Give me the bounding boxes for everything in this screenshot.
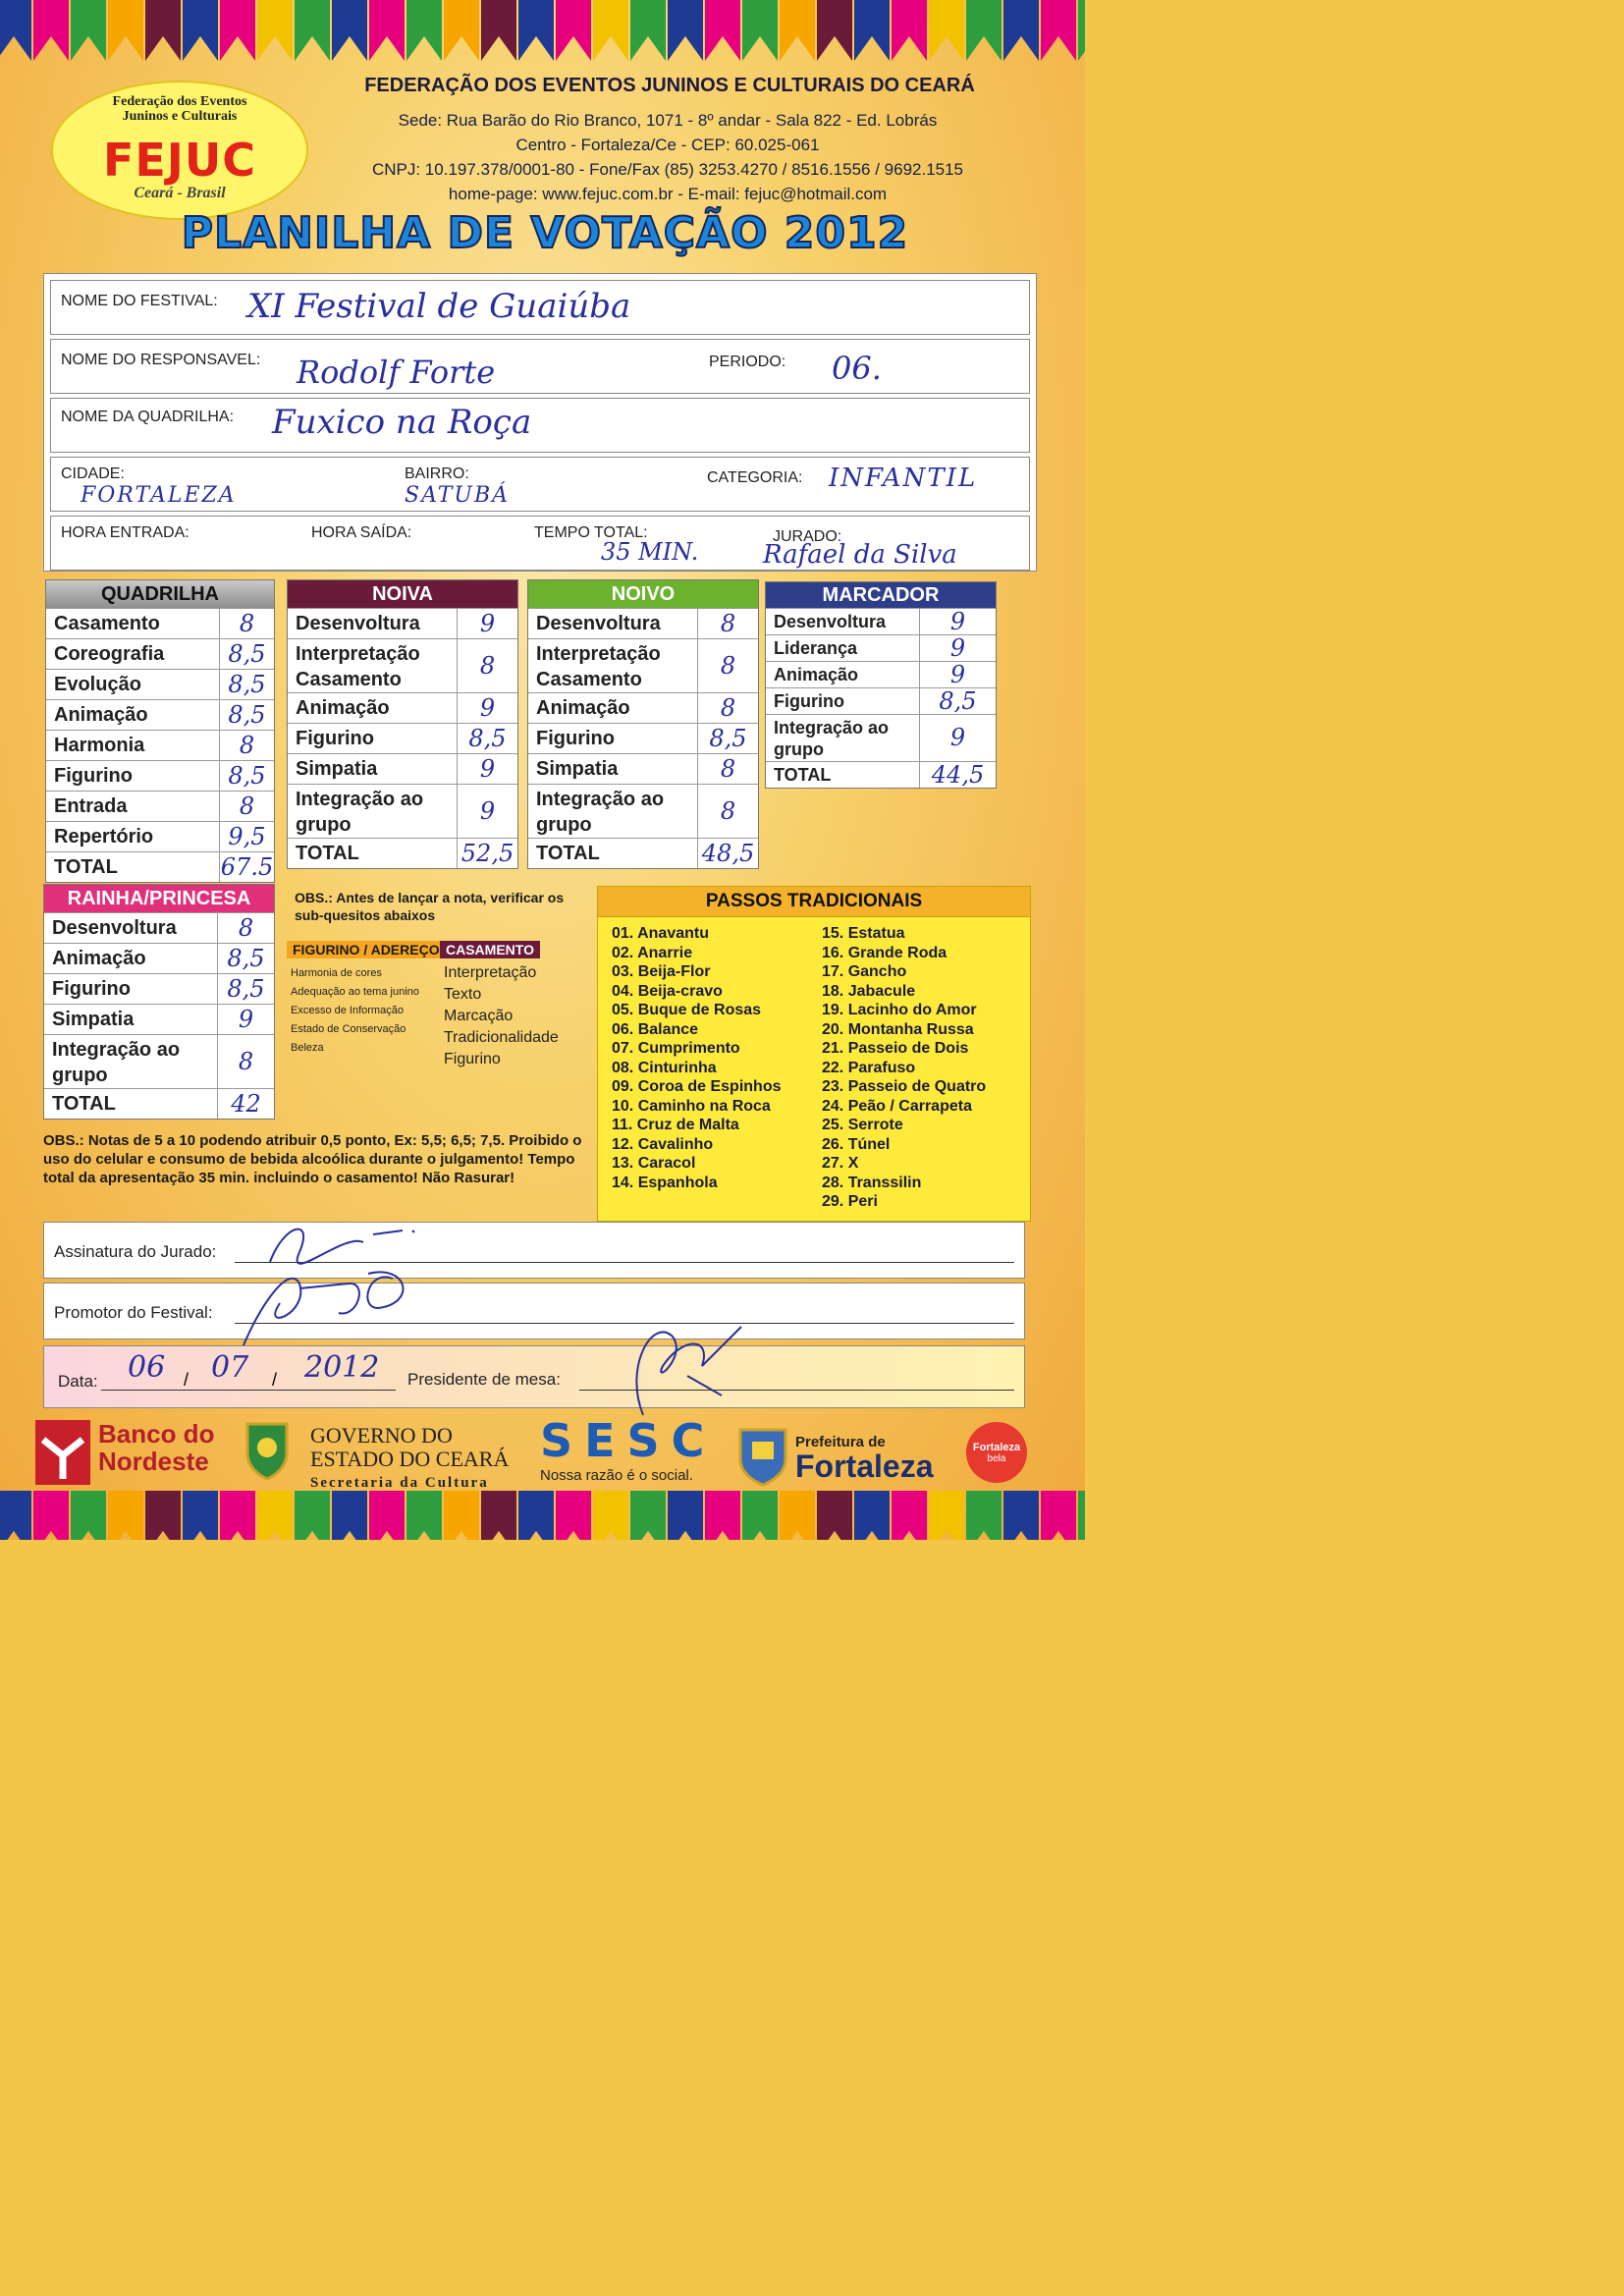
bunting-flag: [71, 1491, 106, 1540]
noivo-row: [528, 784, 758, 838]
noivo-criterion: Integração ao grupo: [536, 789, 665, 836]
noivo-row: [528, 753, 758, 784]
noiva-score[interactable]: 52,5: [457, 839, 517, 868]
jurado-signature-label: Assinatura do Jurado:: [54, 1242, 217, 1261]
noivo-criterion: Simpatia: [536, 758, 619, 780]
marcador-row: [766, 687, 996, 714]
casamento-items: [444, 962, 559, 1070]
noiva-criterion: Animação: [296, 697, 390, 719]
quadrilha-row: [46, 638, 274, 669]
marcador-criterion: Figurino: [774, 691, 844, 711]
marcador-score[interactable]: 8,5: [919, 688, 996, 714]
figurino-item: Beleza: [291, 1042, 324, 1054]
casamento-item: Figurino: [444, 1051, 501, 1067]
quadrilha-score[interactable]: 8,5: [219, 761, 274, 791]
rainha-score[interactable]: 9: [217, 1005, 274, 1034]
bunting-flag: [1078, 1491, 1085, 1540]
noivo-table: [527, 579, 759, 869]
quadrilha-score[interactable]: 67.5: [220, 853, 274, 881]
pref-line2: Fortaleza: [795, 1449, 934, 1484]
passo-item: 13. Caracol: [612, 1155, 696, 1172]
marcador-table: [765, 581, 997, 789]
fortaleza-bela-logo: [966, 1422, 1027, 1483]
passo-item: 25. Serrote: [822, 1117, 903, 1133]
bunting-flag: [1003, 0, 1039, 61]
festival-label: NOME DO FESTIVAL:: [61, 293, 218, 309]
bunting-flag: [33, 1491, 69, 1540]
quadrilha-criterion: Entrada: [54, 795, 128, 817]
promotor-signature-scribble: [221, 1244, 437, 1362]
obs-rules: OBS.: Notas de 5 a 10 podendo atribuir 0,5 ponto, Ex: 5,5; 6,5; 7,5. Proibido o uso do celular e consumo de bebida alcoólica durante o julgamento! Tempo total da apresentação 35 min. incluindo o casamento! Não Rasurar!: [43, 1132, 582, 1186]
marcador-row: [766, 714, 996, 761]
noiva-score[interactable]: 8,5: [457, 724, 517, 753]
figurino-item: Adequação ao tema junino: [291, 986, 419, 998]
rainha-score[interactable]: 8: [217, 913, 274, 943]
quadrilha-criterion: Figurino: [54, 765, 133, 787]
quadrilha-score[interactable]: 8: [219, 609, 274, 638]
quadrilha-table-title: QUADRILHA: [46, 580, 274, 608]
data-month[interactable]: 07: [211, 1350, 249, 1385]
quadrilha-score[interactable]: 8: [219, 731, 274, 760]
bunting-flag: [892, 1491, 927, 1540]
noivo-row: [528, 608, 758, 638]
casamento-item: Texto: [444, 986, 482, 1003]
bnb-line2: Nordeste: [98, 1447, 209, 1476]
data-year[interactable]: 2012: [304, 1350, 380, 1385]
passo-item: 12. Cavalinho: [612, 1135, 714, 1153]
rainha-criterion: Figurino: [52, 978, 131, 1000]
bairro-value[interactable]: SATUBÁ: [405, 483, 511, 508]
bunting-flag: [518, 0, 554, 61]
marcador-score[interactable]: 9: [919, 609, 996, 634]
bunting-flag: [593, 0, 628, 61]
bunting-flag: [556, 0, 591, 61]
bunting-flag: [108, 1491, 143, 1540]
passo-item: 15. Estatua: [822, 925, 905, 942]
bottom-bunting: [0, 1489, 1085, 1540]
passo-item: 01. Anavantu: [612, 925, 709, 942]
bunting-flag: [295, 1491, 330, 1540]
quadrilha-row: [46, 821, 274, 851]
noiva-row: [288, 753, 517, 784]
quadrilha-criterion: Harmonia: [54, 735, 145, 756]
quadrilha-score[interactable]: 8: [219, 792, 274, 821]
casamento-tag: CASAMENTO: [440, 941, 540, 958]
noivo-criterion: Interpretação Casamento: [536, 643, 661, 690]
bunting-flag: [929, 1491, 964, 1540]
bunting-flag: [817, 1491, 852, 1540]
quadrilha-criterion: Casamento: [54, 613, 160, 634]
passo-item: 17. Gancho: [822, 963, 907, 980]
passo-item: 14. Espanhola: [612, 1174, 718, 1191]
rainha-score[interactable]: 42: [217, 1089, 274, 1119]
bunting-flag: [668, 0, 703, 61]
rainha-score[interactable]: 8,5: [217, 944, 274, 973]
noiva-score[interactable]: 9: [457, 609, 517, 638]
bunting-flag: [33, 0, 69, 61]
quadrilha-score[interactable]: 8,5: [219, 670, 274, 699]
bunting-flag: [742, 0, 778, 61]
noivo-score[interactable]: 8: [697, 754, 758, 784]
bunting-flag: [556, 1491, 591, 1540]
noivo-table-title: NOIVO: [528, 580, 758, 608]
passo-item: 18. Jabacule: [822, 982, 916, 1000]
quadrilha-label: NOME DA QUADRILHA:: [61, 409, 235, 425]
passo-item: 19. Lacinho do Amor: [822, 1002, 977, 1018]
tempo-label: TEMPO TOTAL:: [534, 524, 648, 541]
logo-name: FEJUC: [102, 134, 257, 187]
noivo-score[interactable]: 8: [697, 785, 758, 838]
bunting-flag: [705, 0, 740, 61]
noiva-criterion: Figurino: [296, 728, 374, 749]
page-title: PLANILHA DE VOTAÇÃO 2012: [181, 208, 909, 258]
marcador-score[interactable]: 9: [919, 635, 996, 661]
passo-item: 05. Buque de Rosas: [612, 1002, 762, 1018]
logo-line1: Federação dos Eventos: [112, 94, 247, 109]
passo-item: 11. Cruz de Malta: [612, 1117, 739, 1133]
hora-saida-label: HORA SAÍDA:: [311, 524, 412, 541]
noivo-criterion: Desenvoltura: [536, 613, 661, 634]
bunting-flag: [220, 1491, 255, 1540]
passo-item: 09. Coroa de Espinhos: [612, 1078, 782, 1095]
noivo-criterion: Animação: [536, 697, 630, 719]
noivo-row: [528, 692, 758, 723]
data-label: Data:: [58, 1372, 98, 1391]
bunting-flag: [1078, 0, 1085, 61]
noiva-table: [287, 579, 518, 869]
cidade-label: CIDADE:: [61, 465, 125, 482]
bunting-flag: [481, 1491, 516, 1540]
noiva-row: [288, 692, 517, 723]
noiva-score[interactable]: 9: [457, 754, 517, 784]
bunting-flag: [183, 1491, 218, 1540]
rainha-criterion: Desenvoltura: [52, 917, 177, 939]
passo-item: 10. Caminho na Roca: [612, 1097, 771, 1115]
noivo-criterion: Figurino: [536, 728, 615, 749]
bunting-flag: [220, 0, 255, 61]
noiva-table-title: NOIVA: [288, 580, 517, 608]
casamento-item: Interpretação: [444, 964, 537, 981]
gov-line2: ESTADO DO CEARÁ: [310, 1447, 510, 1471]
noiva-row: [288, 723, 517, 753]
quadrilha-score[interactable]: 8,5: [219, 700, 274, 730]
bunting-flag: [332, 0, 367, 61]
marcador-criterion: TOTAL: [774, 764, 832, 785]
periodo-value[interactable]: 06.: [832, 350, 882, 387]
bunting-flag: [108, 0, 143, 61]
data-slash-2: /: [272, 1370, 278, 1390]
fortaleza-coat-of-arms-icon: [734, 1422, 791, 1487]
promotor-signature-row: [43, 1283, 1025, 1339]
top-bunting: [0, 0, 1085, 79]
rainha-table-title: RAINHA/PRINCESA: [44, 885, 274, 912]
noiva-row: [288, 838, 517, 868]
data-line: [101, 1390, 396, 1391]
identification-form: [43, 273, 1037, 572]
noivo-score[interactable]: 8: [697, 693, 758, 723]
bairro-label: BAIRRO:: [405, 465, 469, 482]
noivo-score[interactable]: 48,5: [697, 839, 758, 868]
pref-line1: Prefeitura de: [795, 1434, 886, 1450]
hora-entrada-label: HORA ENTRADA:: [61, 524, 189, 541]
responsavel-label: NOME DO RESPONSAVEL:: [61, 352, 261, 368]
rainha-row: [44, 1034, 274, 1088]
bunting-flag: [183, 0, 218, 61]
rainha-table: [43, 884, 275, 1120]
quadrilha-score[interactable]: 8,5: [219, 639, 274, 669]
marcador-criterion: Integração ao grupo: [774, 718, 890, 760]
bunting-flag: [817, 0, 852, 61]
passo-item: 16. Grande Roda: [822, 944, 947, 961]
responsavel-value[interactable]: Rodolf Forte: [297, 354, 496, 391]
passo-item: 26. Túnel: [822, 1135, 891, 1153]
noiva-score[interactable]: 9: [457, 785, 517, 838]
obs-subquesitos: OBS.: Antes de lançar a nota, verificar os sub-quesitos abaixos: [295, 890, 565, 923]
noiva-criterion: Desenvoltura: [296, 613, 420, 634]
quadrilha-row: [46, 760, 274, 791]
bunting-flag: [257, 1491, 293, 1540]
rainha-criterion: Integração ao grupo: [52, 1039, 181, 1086]
responsavel-row: [50, 339, 1030, 394]
passo-item: 27. X: [822, 1155, 859, 1172]
address-line2: Centro - Fortaleza/Ce - CEP: 60.025-061: [515, 136, 820, 154]
web-line: home-page: www.fejuc.com.br - E-mail: fejuc@hotmail.com: [448, 185, 888, 203]
festival-value[interactable]: XI Festival de Guaiúba: [247, 287, 631, 326]
data-day[interactable]: 06: [128, 1350, 166, 1385]
passo-item: 24. Peão / Carrapeta: [822, 1097, 972, 1115]
figurino-tag: FIGURINO / ADEREÇO: [287, 941, 446, 958]
quadrilha-row: [46, 608, 274, 638]
rainha-criterion: Simpatia: [52, 1009, 135, 1030]
gov-line1: GOVERNO DO: [310, 1423, 453, 1448]
marcador-score[interactable]: 9: [919, 662, 996, 687]
noivo-score[interactable]: 8: [697, 639, 758, 692]
noivo-score[interactable]: 8: [697, 609, 758, 638]
address-line1: Sede: Rua Barão do Rio Branco, 1071 - 8º andar - Sala 822 - Ed. Lobrás: [398, 111, 938, 130]
rainha-score[interactable]: 8: [217, 1035, 274, 1088]
noiva-row: [288, 608, 517, 638]
bunting-flag: [780, 1491, 815, 1540]
marcador-criterion: Desenvoltura: [774, 612, 887, 631]
quadrilha-row: [46, 669, 274, 699]
marcador-row: [766, 761, 996, 788]
bunting-flag: [742, 1491, 778, 1540]
presidente-label: Presidente de mesa:: [407, 1370, 561, 1389]
rainha-criterion: TOTAL: [52, 1093, 116, 1115]
bunting-flag: [71, 0, 106, 61]
marcador-score[interactable]: 44,5: [919, 762, 996, 788]
sesc-slogan: Nossa razão é o social.: [540, 1467, 693, 1484]
bnb-icon: [35, 1420, 90, 1485]
bunting-flag: [780, 0, 815, 61]
bunting-flag: [593, 1491, 628, 1540]
cnpj-line: CNPJ: 10.197.378/0001-80 - Fone/Fax (85) 3253.4270 / 8516.1556 / 9692.1515: [371, 160, 964, 179]
passos-col2: [822, 924, 986, 1212]
bunting-flag: [257, 0, 293, 61]
rainha-row: [44, 1088, 274, 1119]
quadrilha-criterion: Coreografia: [54, 643, 165, 665]
bunting-flag: [444, 1491, 479, 1540]
cidade-value[interactable]: FORTALEZA: [81, 483, 237, 508]
bunting-flag: [369, 1491, 405, 1540]
data-slash-1: /: [184, 1370, 189, 1390]
festival-row: [50, 280, 1030, 335]
quadrilha-score[interactable]: 9,5: [219, 822, 274, 851]
bunting-flag: [145, 1491, 181, 1540]
rainha-score[interactable]: 8,5: [217, 974, 274, 1004]
hora-row: [50, 516, 1030, 571]
bunting-flag: [406, 0, 442, 61]
bunting-flag: [854, 1491, 890, 1540]
quadrilha-row: [50, 398, 1030, 453]
bunting-flag: [705, 1491, 740, 1540]
noiva-criterion: Interpretação Casamento: [296, 643, 420, 690]
bunting-flag: [0, 0, 31, 61]
bunting-flag: [444, 0, 479, 61]
passos-col1: [612, 924, 781, 1192]
bunting-flag: [929, 0, 964, 61]
casamento-item: Marcação: [444, 1008, 514, 1024]
quadrilha-criterion: Animação: [54, 704, 148, 726]
sesc-logo: [540, 1414, 716, 1484]
passo-item: 22. Parafuso: [822, 1059, 916, 1076]
rainha-criterion: Animação: [52, 948, 146, 969]
bunting-flag: [966, 1491, 1001, 1540]
logo-sub: Ceará - Brasil: [134, 185, 226, 201]
promotor-signature-label: Promotor do Festival:: [54, 1303, 213, 1322]
noivo-row: [528, 723, 758, 753]
bunting-flag: [295, 0, 330, 61]
passo-item: 21. Passeio de Dois: [822, 1040, 969, 1057]
quadrilha-row: [46, 699, 274, 730]
rainha-row: [44, 1004, 274, 1034]
bunting-flag: [145, 0, 181, 61]
marcador-row: [766, 608, 996, 634]
passo-item: 03. Beija-Flor: [612, 963, 711, 980]
periodo-label: PERIODO:: [709, 354, 786, 370]
bunting-flag: [854, 0, 890, 61]
noiva-score[interactable]: 9: [457, 693, 517, 723]
bunting-flag: [1041, 1491, 1076, 1540]
jurado-signature-row: [43, 1222, 1025, 1279]
quadrilha-criterion: Repertório: [54, 826, 154, 847]
noiva-row: [288, 638, 517, 692]
fortaleza-bela-line2: bela: [987, 1453, 1006, 1464]
bunting-flag: [630, 1491, 666, 1540]
quadrilha-criterion: Evolução: [54, 674, 141, 695]
bunting-flag: [668, 1491, 703, 1540]
quadrilha-row: [46, 791, 274, 821]
quadrilha-criterion: TOTAL: [54, 856, 118, 878]
sesc-name: SESC: [540, 1414, 717, 1467]
marcador-criterion: Animação: [774, 665, 859, 684]
rainha-row: [44, 973, 274, 1004]
figurino-item: Harmonia de cores: [291, 967, 382, 979]
cidade-row: [50, 457, 1030, 512]
noivo-row: [528, 638, 758, 692]
jurado-label: JURADO:: [773, 528, 842, 545]
categoria-label: CATEGORIA:: [707, 469, 803, 486]
bunting-flag: [406, 1491, 442, 1540]
noiva-criterion: TOTAL: [296, 843, 359, 864]
passo-item: 06. Balance: [612, 1020, 699, 1038]
noiva-criterion: Simpatia: [296, 758, 378, 780]
fortaleza-bela-line1: Fortaleza: [972, 1442, 1021, 1453]
bunting-flag: [892, 0, 927, 61]
passo-item: 29. Peri: [822, 1193, 878, 1210]
marcador-row: [766, 661, 996, 687]
noiva-row: [288, 784, 517, 838]
rainha-row: [44, 912, 274, 943]
marcador-score[interactable]: 9: [919, 715, 996, 761]
ceara-coat-of-arms-icon: [242, 1414, 293, 1483]
figurino-item: Estado de Conservação: [291, 1023, 406, 1035]
noivo-score[interactable]: 8,5: [697, 724, 758, 753]
figurino-item: Excesso de Informação: [291, 1005, 404, 1016]
passo-item: 07. Cumprimento: [612, 1040, 740, 1057]
bunting-flag: [0, 1491, 31, 1540]
marcador-row: [766, 634, 996, 661]
logo-line2: Juninos e Culturais: [122, 109, 238, 124]
passo-item: 23. Passeio de Quatro: [822, 1078, 987, 1095]
casamento-item: Tradicionalidade: [444, 1029, 559, 1046]
jurado-value[interactable]: Rafael da Silva: [763, 540, 957, 570]
bunting-flag: [630, 0, 666, 61]
quadrilha-row: [46, 851, 274, 882]
org-title: FEDERAÇÃO DOS EVENTOS JUNINOS E CULTURAIS DO CEARÁ: [364, 75, 975, 96]
tempo-value[interactable]: 35 MIN.: [601, 538, 699, 566]
bunting-flag: [1003, 1491, 1039, 1540]
passo-item: 04. Beija-cravo: [612, 982, 723, 1000]
quadrilha-value[interactable]: Fuxico na Roça: [272, 403, 532, 442]
passo-item: 08. Cinturinha: [612, 1059, 717, 1076]
passo-item: 02. Anarrie: [612, 944, 693, 961]
quadrilha-row: [46, 730, 274, 760]
fejuc-logo: [51, 81, 308, 220]
noiva-score[interactable]: 8: [457, 639, 517, 692]
passos-tradicionais-box: [597, 886, 1031, 1222]
bunting-flag: [1041, 0, 1076, 61]
marcador-table-title: MARCADOR: [766, 582, 996, 608]
bunting-flag: [966, 0, 1001, 61]
bunting-flag: [332, 1491, 367, 1540]
noivo-criterion: TOTAL: [536, 843, 600, 864]
noiva-criterion: Integração ao grupo: [296, 789, 424, 836]
passos-title: PASSOS TRADICIONAIS: [598, 887, 1030, 917]
marcador-criterion: Liderança: [774, 638, 858, 658]
rainha-row: [44, 943, 274, 973]
bunting-flag: [518, 1491, 554, 1540]
gov-line3: Secretaria da Cultura: [310, 1475, 489, 1491]
bunting-flag: [481, 0, 516, 61]
passo-item: 28. Transsilin: [822, 1174, 922, 1191]
passo-item: 20. Montanha Russa: [822, 1020, 974, 1038]
figurino-items: [291, 964, 419, 1058]
data-presidente-row: [43, 1345, 1025, 1408]
categoria-value[interactable]: INFANTIL: [829, 464, 978, 493]
noivo-row: [528, 838, 758, 868]
quadrilha-table: [45, 579, 275, 883]
bunting-flag: [369, 0, 405, 61]
bnb-line1: Banco do: [98, 1419, 215, 1449]
